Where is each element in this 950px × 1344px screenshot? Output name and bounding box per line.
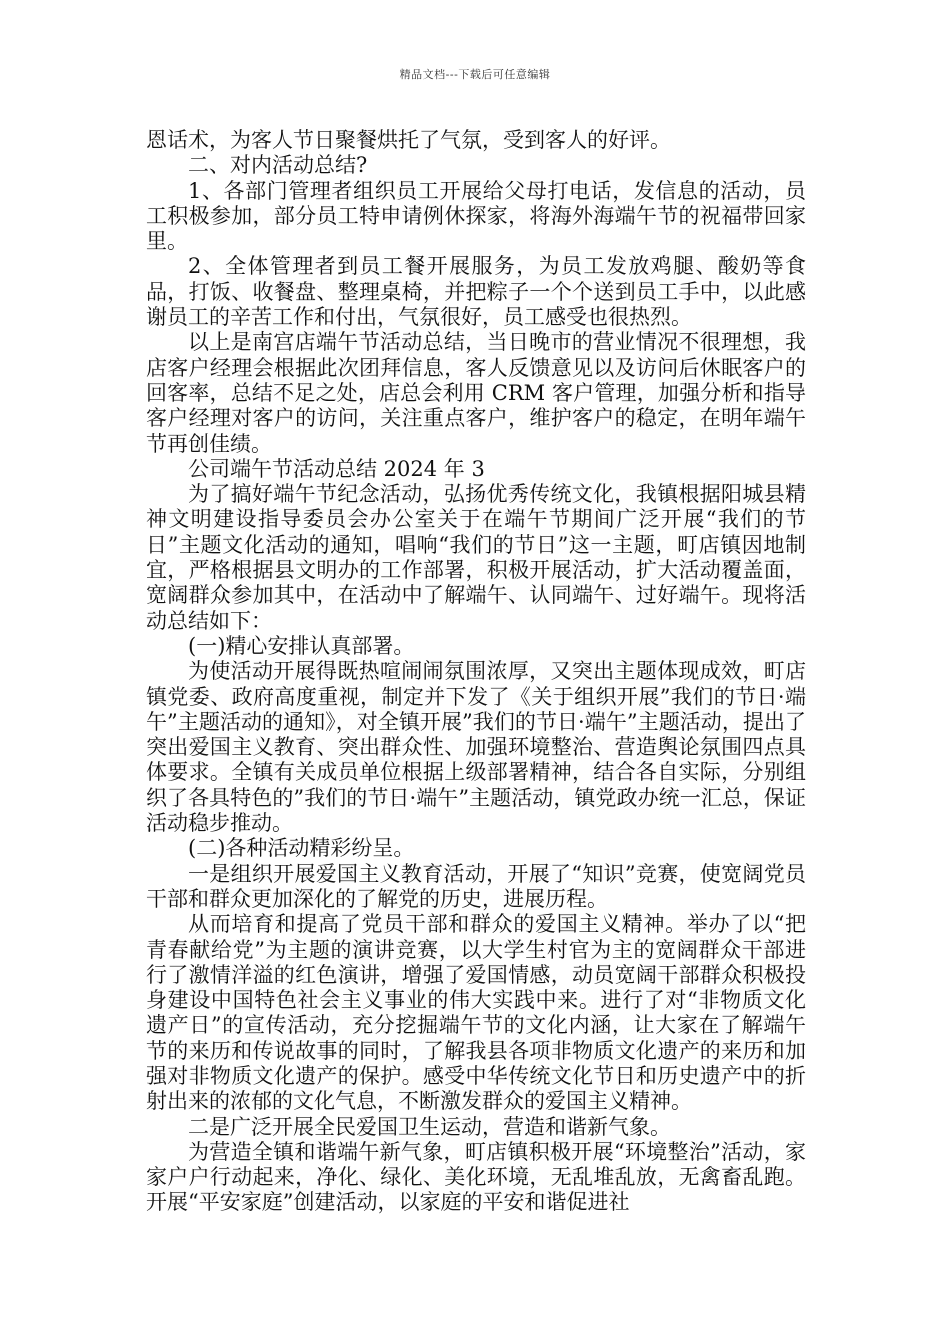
paragraph: 二是广泛开展全民爱国卫生运动，营造和谐新气象。 [188,1114,671,1139]
section-heading: (一)精心安排认真部署。 [188,633,415,658]
page-header: 精品文档---下载后可任意编辑 [399,68,551,81]
paragraph: 以上是南宫店端午节活动总结，当日晚市的营业情况不很理想，我店客户经理会根据此次团拜信息，客人反馈意见以及访问后休眠客户的回客率，总结不足之处，店总会利用 CRM 客户管理，加强分析和指导客户经理对客户的访问，关注重点客户，维护客户的稳定，在明年端午节再创佳绩。 [146,330,806,456]
document-body [146,128,806,1216]
paragraph: 一是组织开展爱国主义教育活动，开展了“知识”竞赛，使宽阔党员干部和群众更加深化的了解党的历史，进展历程。 [146,861,806,911]
paragraph: 为使活动开展得既热喧闹闹氛围浓厚，又突出主题体现成效，町店镇党委、政府高度重视，制定并下发了《关于组织开展”我们的节日·端午”主题活动的通知》，对全镇开展”我们的节日·端午”主题活动，提出了突出爱国主义教育、突出群众性、加强环境整治、营造舆论氛围四点具体要求。全镇有关成员单位根据上级部署精神，结合各自实际，分别组织了各具特色的”我们的节日·端午”主题活动，镇党政办统一汇总，保证活动稳步推动。 [146,659,806,836]
paragraph: 恩话术，为客人节日聚餐烘托了气氛，受到客人的好评。 [146,128,671,152]
paragraph: 为营造全镇和谐端午新气象，町店镇积极开展“环境整治”活动，家家户户行动起来，净化、绿化、美化环境，无乱堆乱放，无禽畜乱跑。开展“平安家庭”创建活动，以家庭的平安和谐促进社 [146,1139,806,1215]
paragraph: 为了搞好端午节纪念活动，弘扬优秀传统文化，我镇根据阳城县精神文明建设指导委员会办公室关于在端午节期间广泛开展“我们的节日”主题文化活动的通知，唱响“我们的节日”这一主题，町店镇因地制宜，严格根据县文明办的工作部署，积极开展活动，扩大活动覆盖面，宽阔群众参加其中，在活动中了解端午、认同端午、过好端午。现将活动总结如下： [146,482,806,633]
paragraph: 2、全体管理者到员工餐开展服务，为员工发放鸡腿、酸奶等食品，打饭、收餐盘、整理桌椅，并把粽子一个个送到员工手中，以此感谢员工的辛苦工作和付出，气氛很好，员工感受也很热烈。 [146,254,806,330]
section-heading: (二)各种活动精彩纷呈。 [188,836,415,861]
paragraph: 从而培育和提高了党员干部和群众的爱国主义精神。举办了以“把青春献给党”为主题的演讲竞赛，以大学生村官为主的宽阔群众干部进行了激情洋溢的红色演讲，增强了爱国情感，动员宽阔干部群众积极投身建设中国特色社会主义事业的伟大实践中来。进行了对“非物质文化遗产日”的宣传活动，充分挖掘端午节的文化内涵，让大家在了解端午节的来历和传说故事的同时，了解我县各项非物质文化遗产的来历和加强对非物质文化遗产的保护。感受中华传统文化节日和历史遗产中的折射出来的浓郁的文化气息，不断激发群众的爱国主义精神。 [146,912,806,1114]
section-heading: 公司端午节活动总结 2024 年 3 [188,456,485,481]
section-heading: 二、对内活动总结? [188,153,368,178]
paragraph: 1、各部门管理者组织员工开展给父母打电话，发信息的活动，员工积极参加，部分员工特申请例休探家，将海外海端午节的祝福带回家里。 [146,178,806,254]
